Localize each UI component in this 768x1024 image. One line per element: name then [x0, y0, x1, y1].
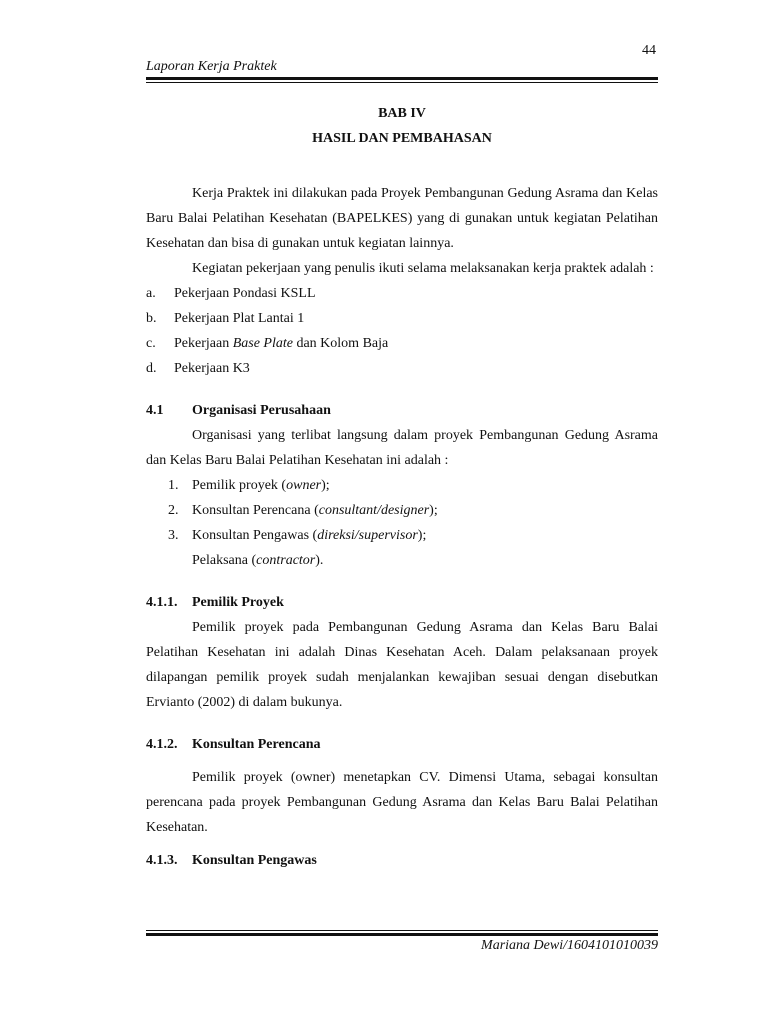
footer-author-id: Mariana Dewi/1604101010039 [481, 938, 658, 953]
chapter-title: HASIL DAN PEMBAHASAN [312, 131, 492, 146]
list-item [146, 306, 658, 331]
header-rule [146, 77, 658, 83]
list-item [146, 331, 658, 356]
list-item [146, 473, 658, 498]
work-list [146, 281, 658, 381]
text-segment: ); [429, 503, 438, 518]
section-number: 4.1.2. [146, 737, 178, 752]
text-segment: Konsultan Pengawas ( [192, 528, 318, 543]
section-4-1-paragraph: Organisasi yang terlibat langsung dalam proyek Pembangunan Gedung Asrama dan Kelas Baru Balai Pelatihan Kesehatan ini adalah : [146, 428, 658, 468]
italic-term: owner [286, 478, 322, 493]
list-item [146, 498, 658, 523]
list-item-text [192, 523, 426, 548]
intro-paragraph-2: Kegiatan pekerjaan yang penulis ikuti selama melaksanakan kerja praktek adalah : [192, 261, 654, 276]
italic-term: contractor [256, 553, 316, 568]
page-number: 44 [642, 43, 656, 58]
organisation-list [146, 473, 658, 573]
text-segment: ); [417, 528, 427, 543]
running-header-title: Laporan Kerja Praktek [146, 59, 277, 74]
list-item-text: Pekerjaan Plat Lantai 1 [174, 311, 305, 326]
section-heading-4-1-3 [146, 848, 658, 873]
chapter-label: BAB IV [378, 106, 426, 121]
text-segment: Pelaksana ( [192, 553, 257, 568]
text-segment: Pekerjaan [174, 336, 233, 351]
list-marker: 2. [168, 503, 179, 518]
list-item [146, 356, 658, 381]
section-4-1-1-paragraph: Pemilik proyek pada Pembangunan Gedung Asrama dan Kelas Baru Balai Pelatihan Kesehatan ini adalah Dinas Kesehatan Aceh. Dalam pelaksanaan proyek dilapangan pemilik proyek sudah menjalankan kewajiban sesuai dengan disebutkan Ervianto (2002) di dalam bukunya. [146, 620, 658, 710]
list-item-text [174, 331, 388, 356]
section-heading-4-1 [146, 398, 658, 423]
page-body [146, 101, 658, 873]
list-item-text [192, 498, 438, 523]
list-item-text [192, 473, 330, 498]
section-heading-4-1-1 [146, 590, 658, 615]
section-number: 4.1.1. [146, 595, 178, 610]
list-marker: 3. [168, 528, 179, 543]
section-heading-4-1-2 [146, 732, 658, 757]
list-marker: d. [146, 361, 157, 376]
section-number: 4.1.3. [146, 853, 178, 868]
text-segment: Pemilik proyek ( [192, 478, 287, 493]
list-marker: c. [146, 336, 156, 351]
italic-term: Base Plate [232, 336, 293, 351]
intro-paragraph-1: Kerja Praktek ini dilakukan pada Proyek Pembangunan Gedung Asrama dan Kelas Baru Balai Pelatihan Kesehatan (BAPELKES) yang di gunakan untuk kegiatan Pelatihan Kesehatan dan bisa di gunakan untuk kegiatan lainnya. [146, 186, 658, 251]
list-item-text [192, 548, 323, 573]
list-marker: b. [146, 311, 157, 326]
section-4-1-2-paragraph: Pemilik proyek (owner) menetapkan CV. Dimensi Utama, sebagai konsultan perencana pada proyek Pembangunan Gedung Asrama dan Kelas Baru Balai Pelatihan Kesehatan. [146, 770, 658, 835]
list-item [146, 281, 658, 306]
list-marker: a. [146, 286, 156, 301]
list-marker: 1. [168, 478, 179, 493]
text-segment: ). [315, 553, 324, 568]
italic-term: direksi/supervisor [317, 528, 418, 543]
footer-rule [146, 930, 658, 936]
section-title: Organisasi Perusahaan [192, 403, 331, 418]
italic-term: consultant/designer [318, 503, 430, 518]
list-item [146, 548, 658, 573]
list-item [146, 523, 658, 548]
text-segment: ); [321, 478, 330, 493]
text-segment: Konsultan Perencana ( [192, 503, 319, 518]
section-title: Konsultan Perencana [192, 737, 321, 752]
list-item-text: Pekerjaan K3 [174, 361, 250, 376]
section-title: Konsultan Pengawas [192, 853, 317, 868]
text-segment: dan Kolom Baja [292, 336, 389, 351]
section-title: Pemilik Proyek [192, 595, 284, 610]
section-number: 4.1 [146, 403, 164, 418]
list-item-text: Pekerjaan Pondasi KSLL [174, 286, 316, 301]
